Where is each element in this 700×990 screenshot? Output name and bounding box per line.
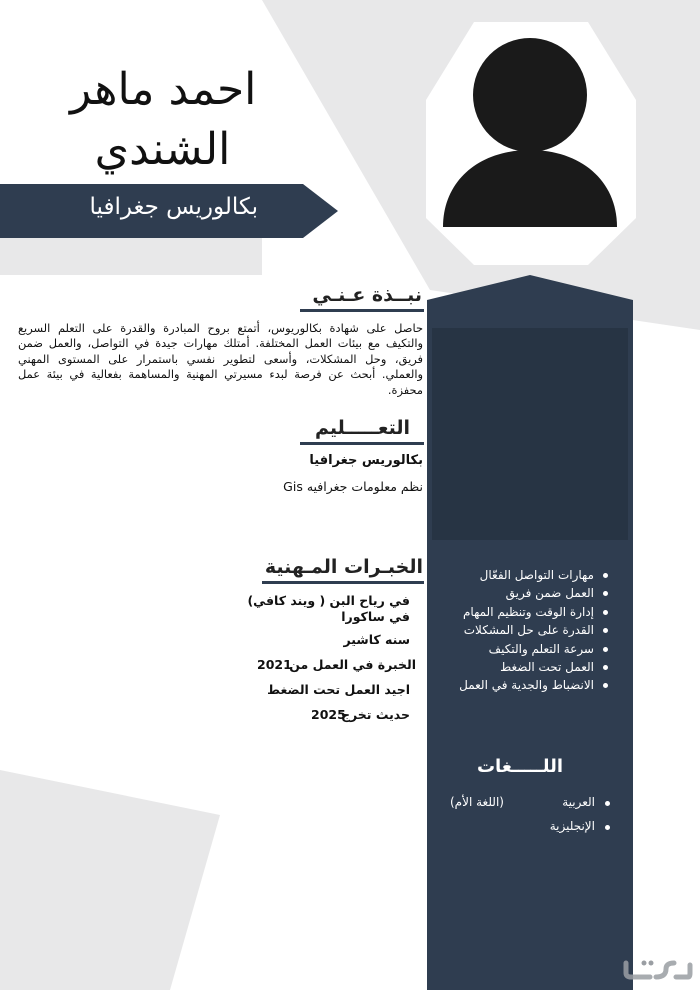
experience-start-label: الخبرة في العمل من	[289, 657, 416, 672]
language-name: الإنجليزية	[549, 819, 595, 833]
skill-item: العمل تحت الضغط	[440, 658, 610, 676]
education-heading: التعـــــليم	[314, 417, 410, 439]
experience-skill-note: اجيد العمل تحت الضغط	[267, 682, 410, 697]
about-paragraph: حاصل على شهادة بكالوريوس، أتمتع بروح المبادرة والقدرة على التعلم السريع والتكيف مع بيئات العمل المختلفة. أمتلك مهارات جيدة في التواصل، والعمل ضمن فريق، وحل المشكلات، وأسعى لتطوير نفسي باستمرار على المستوى المهني والعملي. أبحث عن فرصة لبدء مسيرتي المهنية والمساهمة بفعالية في بيئة عمل محفزة.	[18, 321, 423, 397]
about-heading-underline	[300, 309, 424, 312]
experience-heading: الخبـرات المـهنية	[264, 556, 423, 578]
skill-item: إدارة الوقت وتنظيم المهام	[440, 603, 610, 621]
degree-title: بكالوريس جغرافيا	[89, 194, 258, 220]
bullet-icon	[605, 801, 610, 806]
full-name	[70, 60, 255, 180]
skills-list	[440, 566, 610, 695]
skill-item: مهارات التواصل الفعّال	[440, 566, 610, 584]
skill-item: الانضباط والجدية في العمل	[440, 676, 610, 694]
name-line-1: احمد ماهر	[70, 64, 257, 115]
skill-item: العمل ضمن فريق	[440, 584, 610, 602]
experience-heading-underline	[262, 581, 424, 584]
left-gray-strip	[0, 238, 262, 275]
bottom-gray-panel	[0, 770, 220, 990]
experience-role: سنه كاشير	[343, 632, 410, 647]
experience-workplace-1: في رياح البن ( ويند كافي)	[247, 593, 410, 608]
bullet-icon	[605, 825, 610, 830]
experience-grad-label: حديث تخرج	[341, 707, 410, 722]
skill-item: سرعة التعلم والتكيف	[440, 640, 610, 658]
education-extra: نظم معلومات جغرافيه Gis	[283, 479, 423, 494]
photo-placeholder-box	[432, 328, 628, 540]
experience-workplace-2: في ساكورا	[341, 609, 410, 624]
education-heading-underline	[300, 442, 424, 445]
language-item-english	[440, 819, 612, 839]
skill-item: القدرة على حل المشكلات	[440, 621, 610, 639]
experience-start-year: 2021	[257, 657, 292, 672]
about-heading: نبــذة عـنـي	[312, 284, 422, 306]
language-item-arabic	[440, 795, 612, 815]
language-note: (اللغة الأم)	[450, 795, 504, 809]
experience-grad-year: 2025	[311, 707, 346, 722]
languages-heading: اللـــــغات	[476, 756, 564, 777]
haraj-logo-icon	[620, 955, 694, 983]
language-name: العربية	[562, 795, 595, 809]
name-line-2: الشندي	[94, 124, 231, 175]
education-degree: بكالوريس جغرافيا	[309, 453, 423, 468]
person-silhouette-icon	[426, 22, 636, 265]
degree-title-bar	[0, 184, 340, 238]
